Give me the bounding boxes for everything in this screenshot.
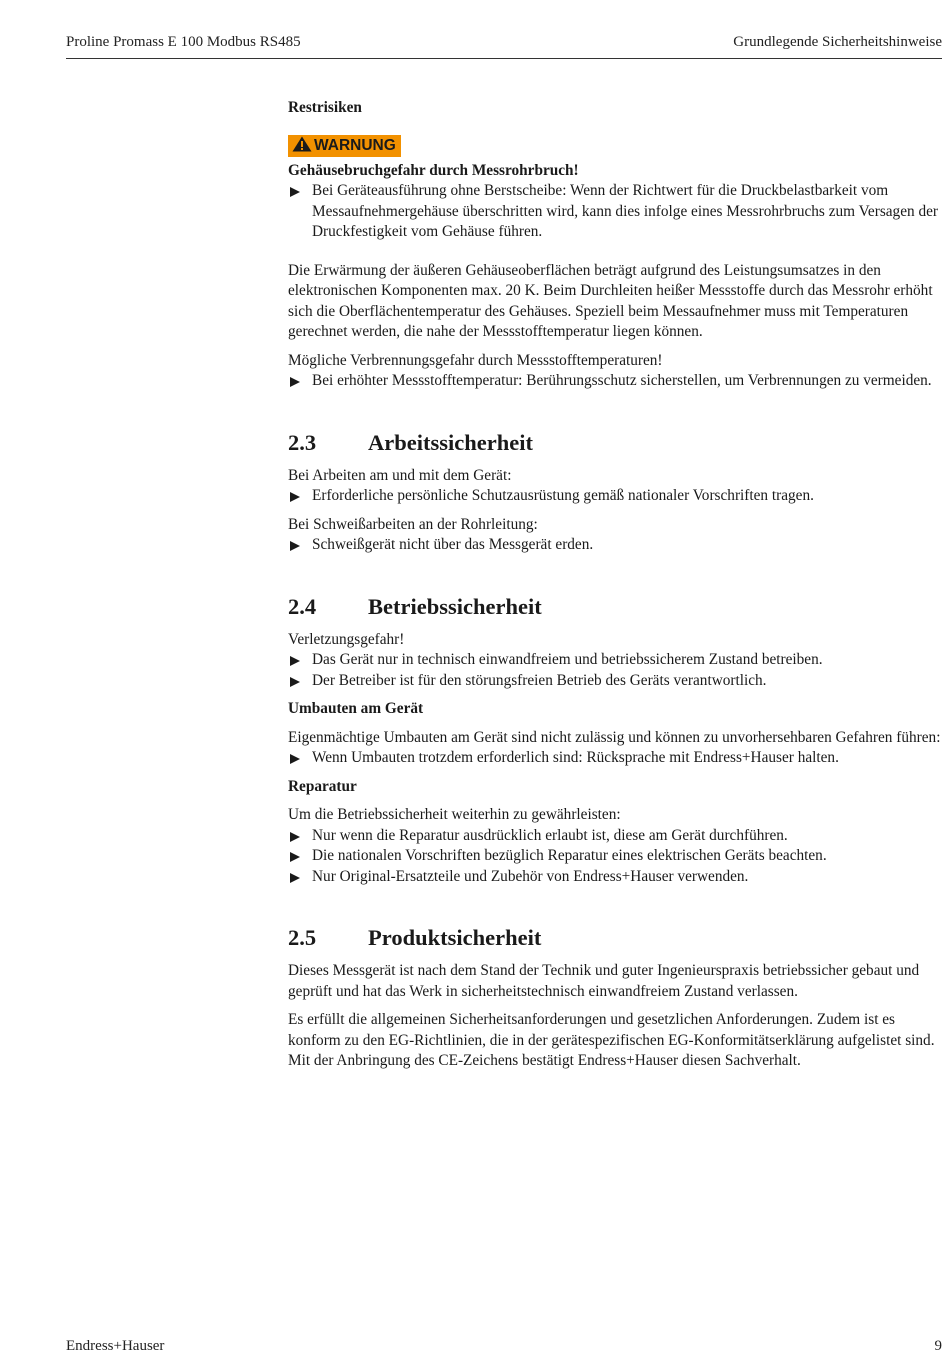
- paragraph: Verletzungsgefahr!: [288, 630, 405, 648]
- footer-company: Endress+Hauser: [66, 1338, 165, 1354]
- bullet-list: [288, 535, 944, 556]
- arrow-bullet-icon: [290, 656, 300, 666]
- arrow-bullet-icon: [290, 187, 300, 197]
- paragraph: Die Erwärmung der äußeren Gehäuseoberflächen beträgt aufgrund des Leistungsumsatzes in den elektronischen Komponenten max. 20 K. Beim Durchleiten heißer Messstoffe durch das Messrohr erhöht sich die Oberflächentemperatur des Gehäuses. Speziell beim Messaufnehmer muss mit Temperaturen gerechnet werden, die nahe der Messstofftemperatur liegen können.: [288, 261, 933, 340]
- list-item-text: Nur Original-Ersatzteile und Zubehör von Endress+Hauser verwenden.: [312, 867, 749, 885]
- list-item: [288, 748, 944, 769]
- arrow-bullet-icon: [290, 677, 300, 687]
- warning-bullet-list: [288, 181, 944, 243]
- bullet-list: [288, 486, 944, 507]
- arrow-bullet-icon: [290, 873, 300, 883]
- list-item-text: Der Betreiber ist für den störungsfreien Betrieb des Geräts verantwortlich.: [312, 671, 767, 689]
- arrow-bullet-icon: [290, 852, 300, 862]
- section-title: Betriebssicherheit: [368, 593, 542, 619]
- paragraph: Eigenmächtige Umbauten am Gerät sind nicht zulässig und können zu unvorhersehbaren Gefahren führen:: [288, 728, 941, 746]
- list-item-text: Bei Geräteausführung ohne Berstscheibe: Wenn der Richtwert für die Druckbelastbarkeit vom Messaufnehmergehäuse überschritten wird, kann dies infolge eines Messrohrbruchs zum Versagen der Druckfestigkeit vom Gehäuse führen.: [312, 182, 938, 240]
- umbauten-heading: Umbauten am Gerät: [288, 700, 424, 717]
- list-item: [288, 671, 944, 692]
- list-item-text: Bei erhöhter Messstofftemperatur: Berührungsschutz sicherstellen, um Verbrennungen zu vermeiden.: [312, 372, 932, 389]
- list-item-text: Nur wenn die Reparatur ausdrücklich erlaubt ist, diese am Gerät durchführen.: [312, 826, 788, 844]
- section-heading-2-4: [288, 592, 944, 622]
- bullet-list: [288, 826, 944, 888]
- bullet-list: [288, 371, 944, 392]
- list-item-text: Schweißgerät nicht über das Messgerät erden.: [312, 536, 594, 553]
- section-heading-2-5: [288, 923, 944, 953]
- page-header: [66, 34, 942, 59]
- section-title: Produktsicherheit: [368, 925, 542, 950]
- list-item: [288, 826, 944, 847]
- list-item-text: Das Gerät nur in technisch einwandfreiem und betriebssicherem Zustand betreiben.: [312, 651, 823, 668]
- list-item-text: Erforderliche persönliche Schutzausrüstung gemäß nationaler Vorschriften tragen.: [312, 487, 814, 504]
- list-item: [288, 371, 944, 392]
- arrow-bullet-icon: [290, 377, 300, 387]
- section-number: 2.3: [288, 429, 317, 455]
- section-number: 2.4: [288, 593, 317, 619]
- reparatur-heading: Reparatur: [288, 777, 357, 795]
- list-item: [288, 846, 944, 867]
- arrow-bullet-icon: [290, 541, 300, 551]
- list-item-text: Wenn Umbauten trotzdem erforderlich sind: Rücksprache mit Endress+Hauser halten.: [312, 749, 839, 766]
- arrow-bullet-icon: [290, 832, 300, 842]
- section-title: Arbeitssicherheit: [368, 429, 533, 455]
- paragraph: Dieses Messgerät ist nach dem Stand der Technik und guter Ingenieurspraxis betriebssicher gebaut und geprüft und hat das Werk in sicherheitstechnisch einwandfreiem Zustand verlassen.: [288, 962, 920, 1000]
- warning-label: WARNUNG: [314, 136, 396, 154]
- paragraph: Mögliche Verbrennungsgefahr durch Messstofftemperaturen!: [288, 351, 663, 369]
- list-item: [288, 867, 944, 888]
- arrow-bullet-icon: [290, 754, 300, 764]
- paragraph: Um die Betriebssicherheit weiterhin zu gewährleisten:: [288, 806, 621, 823]
- warning-badge: [288, 135, 401, 157]
- list-item-text: Die nationalen Vorschriften bezüglich Reparatur eines elektrischen Geräts beachten.: [312, 847, 827, 864]
- bullet-list: [288, 748, 944, 769]
- section-heading-2-3: [288, 428, 944, 458]
- paragraph: Bei Schweißarbeiten an der Rohrleitung:: [288, 515, 538, 533]
- paragraph: Es erfüllt die allgemeinen Sicherheitsanforderungen und gesetzlichen Anforderungen. Zudem ist es konform zu den EG-Richtlinien, die in der gerätespezifischen EG-Konformitätserklärung aufgelistet sind. Mit der Anbringung des CE-Zeichens bestätigt Endress+Hauser diesen Sachverhalt.: [288, 1011, 935, 1069]
- list-item: [288, 650, 944, 671]
- list-item: [288, 486, 944, 507]
- restrisiken-heading: Restrisiken: [288, 99, 362, 116]
- arrow-bullet-icon: [290, 492, 300, 502]
- list-item: [288, 181, 944, 243]
- warning-triangle-icon: [292, 136, 312, 152]
- bullet-list: [288, 650, 944, 691]
- page-content: [288, 98, 944, 1080]
- list-item: [288, 535, 944, 556]
- header-chapter-title: Grundlegende Sicherheitshinweise: [733, 34, 942, 50]
- warning-title: Gehäusebruchgefahr durch Messrohrbruch!: [288, 161, 579, 179]
- header-document-title: Proline Promass E 100 Modbus RS485: [66, 34, 301, 50]
- paragraph: Bei Arbeiten am und mit dem Gerät:: [288, 466, 512, 484]
- section-number: 2.5: [288, 925, 317, 950]
- page-footer: [66, 1338, 942, 1355]
- page-number: 9: [934, 1338, 942, 1354]
